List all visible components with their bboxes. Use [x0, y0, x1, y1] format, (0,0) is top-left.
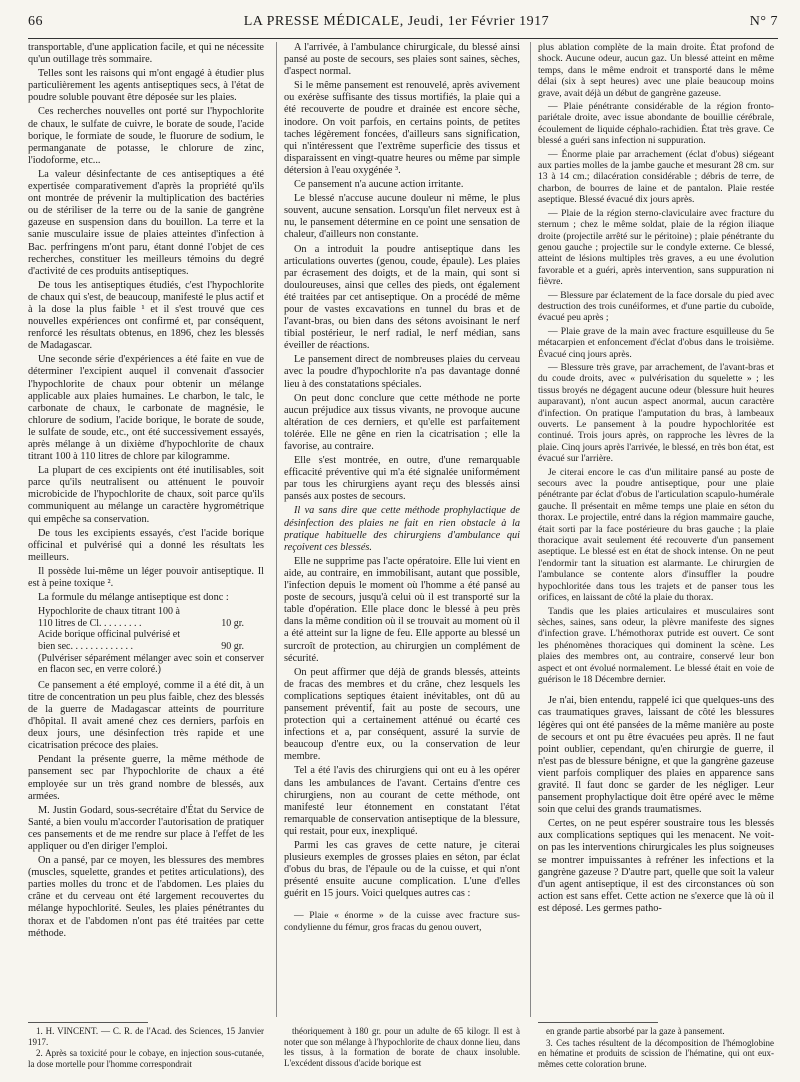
case-entry: — Blessure très grave, par arrachement, de l'avant-bras et du coude droits, avec « pulvérisation du squelette » ; les tissus broyés ne dégagent aucune odeur (blessure huit heures auparavant), n'ont aucun aspect anormal, aucun caractère d'infection. On pratique l'amputation du bras, à lambeaux ouverts. Le pansement à la poudre hypochloritée est continué. Trois jours après, on rapproche les lèvres de la plaie. Cinq jours après l'arrivée, le blessé, en très bon état, est évacué sur l'arrière.	[538, 361, 774, 465]
footnote-rule	[28, 1022, 148, 1023]
paragraph: Elle ne supprime pas l'acte opératoire. Elle lui vient en aide, au contraire, en immobilisant, autant que possible, l'infection depuis le moment où l'homme a été pansé au poste de secours, jusqu'à celui où il est transporté sur la table d'opération. Elle place donc le blessé à peu près dans la même condition où il se trouvait au moment où il a été atteint sur la ligne de feu. Elle apporte au blessé un surcroît de protection, au chirurgien un complément de sécurité.	[284, 555, 520, 664]
paragraph: On peut donc conclure que cette méthode ne porte aucun préjudice aux tissus vivants, ne provoque aucune altération de ces derniers, et qu'elle est parfaitement tolérée. Elle ne gêne en rien la cicatrisation ; elle la favorise, au contraire.	[284, 392, 520, 452]
formula-line: Acide borique officinal pulvérisé et	[38, 629, 180, 641]
paragraph: Une seconde série d'expériences a été faite en vue de déterminer l'excipient auquel il convenait d'associer l'hypochlorite de chaux pour obtenir un mélange applicable aux plaies humaines. Le charbon, le talc, le carbonate de chaux, le carbonate de magnésie, le chlorure de sodium, l'acide borique, le borate de soude, le sulfate de soude, etc., ont été successivement essayés, après mélange à un dixième d'hypochlorite de chaux titrant 100 à 110 litres de chlore par kilogramme.	[28, 354, 264, 463]
formula-block	[38, 606, 264, 676]
paragraph: Elle s'est montrée, en outre, d'une remarquable efficacité préventive qui m'a été signalée uniformément par tous les chirurgiens ayant reçu des blessés ainsi pansés aux postes de secours.	[284, 455, 520, 503]
page-number: 66	[28, 14, 43, 29]
paragraph: Tel a été l'avis des chirurgiens qui ont eu à les opérer dans les ambulances de l'avant. Certains d'entre ces chirurgiens, non au courant de cette méthode, ont manifesté leur étonnement en constatant l'état remarquable de conservation antiseptique de la blessure, qui restait, pour eux, inexpliqué.	[284, 765, 520, 837]
paragraph: De tous les antiseptiques étudiés, c'est l'hypochlorite de chaux qui s'est, de beaucoup, manifesté le plus actif et à la dose la plus faible ¹ et il s'est trouvé que ces nouvelles expériences ont confirmé et, par conséquent, renforcé les résultats obtenus, en 1896, chez les blessés de Madagascar.	[28, 279, 264, 352]
case-entry: — Énorme plaie par arrachement (éclat d'obus) siégeant aux parties molles de la jambe gauche et mesurant 28 cm. sur 13 à 14 cm.; dilacération considérable ; débris de terre, de charbon, de bourres de laine et de pantalon. Plaie restée aseptique. Blessé évacué dix jours après.	[538, 148, 774, 206]
page-header	[28, 14, 778, 36]
footnote: théoriquement à 180 gr. pour un adulte de 65 kilogr. Il est à noter que son mélange à l'hypochlorite de chaux donne lieu, dans les tissus, à la formation de borate de chaux insoluble. L'excédent dissous d'acide borique est	[284, 1026, 520, 1068]
paragraph: On peut affirmer que déjà de grands blessés, atteints de fracas des membres et du crâne, chez lesquels les complications septiques étaient inévitables, ont dû au pansement préventif, fait au poste de secours, une protection qui a certainement atténué ou écarté ces infections et a, par conséquent, assuré la survie de beaucoup d'entre eux, ou la conservation de leur membre.	[284, 666, 520, 763]
issue-number: N° 7	[749, 14, 778, 29]
paragraph: Si le même pansement est renouvelé, après avivement ou exérèse suffisante des tissus mortifiés, la plaie qui a été recouverte de poudre et drainée est encore sèche, inodore. On voit parfois, en certains points, de petites taches légèrement foncées, d'ailleurs sans signification, qui n'intéressent que l'extrême superficie des tissus et disparaissent en vingt-quatre heures ou même par simple détersion à l'eau oxygénée ³.	[284, 80, 520, 176]
journal-title: LA PRESSE MÉDICALE, Jeudi, 1er Février 1917	[243, 14, 550, 29]
formula-line	[38, 641, 264, 653]
footnote: 1. H. VINCENT. — C. R. de l'Acad. des Sciences, 15 Janvier 1917.	[28, 1026, 264, 1047]
footnotes-left	[28, 1026, 264, 1070]
footnote: en grande partie absorbé par la gaze à pansement.	[546, 1026, 725, 1036]
paragraph: Ces recherches nouvelles ont porté sur l'hypochlorite de chaux, le sulfate de cuivre, le borate de soude, l'acide borique, le formiate de soude, le fluorure de sodium, le permanganate de potasse, le chlorure de zinc, l'iodoforme, etc...	[28, 106, 264, 166]
paragraph: On a pansé, par ce moyen, les blessures des membres (muscles, squelette, grandes et petites articulations), des parties molles du tronc et de l'abdomen. Les plaies du crâne et du cerveau ont été largement recouvertes du mélange hypochlorité. Seules, les plaies pénétrantes du thorax et de l'abdomen n'ont pas été traitées par cette méthode.	[28, 855, 264, 939]
case-entry: — Plaie « énorme » de la cuisse avec fracture sus-condylienne du fémur, gros fracas du genou ouvert,	[284, 910, 520, 933]
case-entry: — Plaie pénétrante considérable de la région fronto-pariétale droite, avec issue abondante de bouillie cérébrale, écoulement de liquide céphalo-rachidien. État très grave. Ce blessé a guéri sans infection ni suppuration.	[538, 101, 774, 147]
formula-quantity: 90 gr.	[221, 641, 244, 652]
paragraph: La plupart de ces excipients ont été inutilisables, soit parce qu'ils neutralisent ou atténuent le pouvoir microbicide de l'hypochlorite de chaux, soit parce qu'ils communiquent au mélange un caractère hygrométrique qui empêche sa conservation.	[28, 465, 264, 525]
column-middle	[284, 42, 520, 1017]
header-rule	[28, 38, 778, 39]
paragraph: De tous les excipients essayés, c'est l'acide borique officinal et pulvérisé qui a donné les résultats les meilleurs.	[28, 527, 264, 563]
paragraph: A l'arrivée, à l'ambulance chirurgicale, du blessé ainsi pansé au poste de secours, ses plaies sont saines, sèches, d'aspect normal.	[284, 42, 520, 78]
case-entry: Tandis que les plaies articulaires et musculaires sont sèches, saines, sans odeur, la plèvre manifeste des signes d'infection grave. L'hémothorax putride est ouvert. Ce sont les phénomènes thoraciques qui dominent la scène. Les plaies des membres ont, au contraire, conservé leur bon aspect et ont évolué normalement. Le blessé était en voie de guérison le 18 Décembre dernier.	[538, 605, 774, 685]
footnotes-middle	[284, 1026, 520, 1069]
footnote: 3. Ces taches résultent de la décomposition de l'hémoglobine en hématine et produits de scission de l'hématine, qui ont eux-mêmes cette coloration brune.	[538, 1037, 774, 1069]
formula-ingredient: bien sec. . . . . . . . . . . . .	[38, 641, 133, 652]
formula-note: (Pulvériser séparément mélanger avec soin et conserver en flacon sec, en verre coloré.)	[38, 652, 264, 676]
column-left	[28, 42, 264, 1017]
footnote-rule	[538, 1022, 658, 1023]
paragraph: Le pansement direct de nombreuses plaies du cerveau avec la poudre d'hypochlorite n'a pas davantage donné lieu à des constatations spéciales.	[284, 354, 520, 390]
paragraph: Il possède lui-même un léger pouvoir antiseptique. Il est à peine toxique ².	[28, 565, 264, 590]
footnotes-right	[538, 1026, 774, 1070]
formula-ingredient: 110 litres de Cl. . . . . . . . .	[38, 617, 142, 629]
case-entry: — Blessure par éclatement de la face dorsale du pied avec destruction des trois cunéiformes, et d'une partie du cuboïde, évacué peu après ;	[538, 289, 774, 324]
footnote: 2. Après sa toxicité pour le cobaye, en injection sous-cutanée, la dose mortelle pour l'homme correspondrait	[28, 1048, 264, 1069]
paragraph: La formule du mélange antiseptique est donc :	[38, 592, 229, 604]
case-entry: Je citerai encore le cas d'un militaire pansé au poste de secours avec la poudre antiseptique, pour une plaie pénétrante par éclat d'obus de l'articulation scapulo-humérale gauche. Il présentait en même temps une plaie en séton du thorax. Le projectile, entré dans la région mammaire gauche, était sorti par la face postérieure du bras gauche ; la plaie thoracique avait seulement été recouverte d'un pansement aseptique. Le blessé est en état de shock intense. On ne peut l'endormir tant la situation est alarmante. Le chirurgien de l'ambulance se contente alors d'insuffler la poudre hypochloritée dans tous les trajets et de panser tous les orifices, en laissant de côté la plaie du thorax.	[538, 466, 774, 604]
paragraph: Pendant la présente guerre, la même méthode de pansement sec par l'hypochlorite de chaux a été employée sur un très grand nombre de blessés, aux armées.	[28, 754, 264, 802]
formula-line	[38, 618, 264, 630]
paragraph: Il va sans dire que cette méthode prophylactique de désinfection des plaies ne fait en rien obstacle à la pratique habituelle des chirurgiens d'ambulance qui reçoivent ces blessés.	[284, 505, 520, 553]
column-divider	[276, 42, 277, 1017]
paragraph: On a introduit la poudre antiseptique dans les articulations ouvertes (genou, coude, épaule). Les plaies par écrasement des doigts, et de la main, qui sont si douloureuses, ainsi que celles des pieds, ont également été traitées par cet antiseptique. On a procédé de même pour de vastes excavations en tunnel du bras et de l'avant-bras, ou bien dans des sétons avoisinant le nerf tibial postérieur, le nerf radial, le nerf médian, sans éveiller de réactions.	[284, 243, 520, 352]
paragraph: transportable, d'une application facile, et qui ne nécessite qu'un outillage très sommaire.	[28, 42, 264, 66]
paragraph: Le blessé n'accuse aucune douleur ni même, le plus souvent, aucune sensation. Lorsqu'un filet nerveux est à nu, le pansement détermine en ce point une sensation de chaleur, d'ailleurs non constante.	[284, 193, 520, 241]
paragraph: Je n'ai, bien entendu, rappelé ici que quelques-uns des cas traumatiques graves, laissant de côté les blessures légères qui ont été pansées de la même manière au poste de secours et ont pu être évacuées peu après. Il ne faut point oublier, cependant, qu'en chirurgie de guerre, il n'est pas de blessure bénigne, et que la gangrène gazeuse vient parfois compliquer des plaies en apparence sans gravité. Il faut donc se garder de les négliger. Leur pansement prophylactique doit être opéré avec le même soin que celui des grands traumatismes.	[538, 695, 774, 816]
formula-quantity: 10 gr.	[221, 617, 244, 629]
paragraph: La valeur désinfectante de ces antiseptiques a été expertisée comparativement d'après la propriété qu'ils ont montrée de prévenir la multiplication des bactéries ou de stériliser de la terre ou de la sanie de gangrène gazeuse en suspension dans du bouillon. La terre et la sanie musculaire issue de plaies atteintes d'infection à Bac. perfringens m'ont paru, étant donné l'objet de ces recherches, constituer les meilleurs témoins du degré d'activité de ces produits antiseptiques.	[28, 168, 264, 277]
paragraph: Ce pansement a été employé, comme il a été dit, à un titre de concentration un peu plus faible, chez des blessés de la guerre de Madagascar atteints de pourriture d'hôpital. Il avait amené chez ces derniers, parfois en deux jours, une désinfection très rapide et une cicatrisation précoce des plaies.	[28, 679, 264, 752]
column-right	[538, 42, 774, 1017]
paragraph: Ce pansement n'a aucune action irritante.	[294, 179, 464, 191]
paragraph: M. Justin Godard, sous-secrétaire d'État du Service de Santé, a bien voulu m'accorder l'autorisation de pratiquer ces pansements et de me rendre sur place à l'effet de les appliquer ou d'en diriger l'emploi.	[28, 804, 264, 852]
case-entry: — Plaie de la région sterno-claviculaire avec fracture du sternum ; chez le même soldat, plaie de la région iliaque droite (projectile arrêté sur le péritoine) ; plaie pénétrante du genou gauche ; projectile sur le condyle externe. Ce blessé, atteint de lésions multiples très graves, a eu une évolution favorable et a guéri, après intervention, sans suppuration ni fièvre.	[538, 207, 774, 288]
paragraph: Parmi les cas graves de cette nature, je citerai plusieurs exemples de grosses plaies en séton, par éclat d'obus du bras, de l'épaule ou de la cuisse, et qui n'ont présenté ensuite aucune complication. L'une d'elles guérit en 15 jours. Voici quelques autres cas :	[284, 840, 520, 900]
column-divider	[530, 42, 531, 1017]
formula-line: Hypochlorite de chaux titrant 100 à	[38, 606, 180, 618]
case-entry: plus ablation complète de la main droite. État profond de shock. Aucune odeur, aucun gaz. Un blessé atteint en même temps, dans le même endroit et transporté dans le même délai (six à sept heures) avec une plaie beaucoup moins grave, avait déjà un début de gangrène gazeuse.	[538, 42, 774, 99]
paragraph: Telles sont les raisons qui m'ont engagé à étudier plus particulièrement les agents antiseptiques secs, à l'état de poudre soluble pouvant être déposée sur les plaies.	[28, 68, 264, 104]
paragraph: Certes, on ne peut espérer soustraire tous les blessés aux complications septiques qui les menacent. Ne voit-on pas les interventions chirurgicales les plus soigneuses se montrer impuissantes à refréner les infections et la gangrène gazeuse ? D'autre part, quelle que soit la valeur d'un agent antiseptique, il est des circonstances où son action est sans effet. Cette action ne s'exerce que là où il est déposé. Les germes patho-	[538, 818, 774, 914]
case-entry: — Plaie grave de la main avec fracture esquilleuse du 5e métacarpien et enfoncement d'éclat d'obus dans le troisième. Évacué cinq jours après.	[538, 325, 774, 360]
